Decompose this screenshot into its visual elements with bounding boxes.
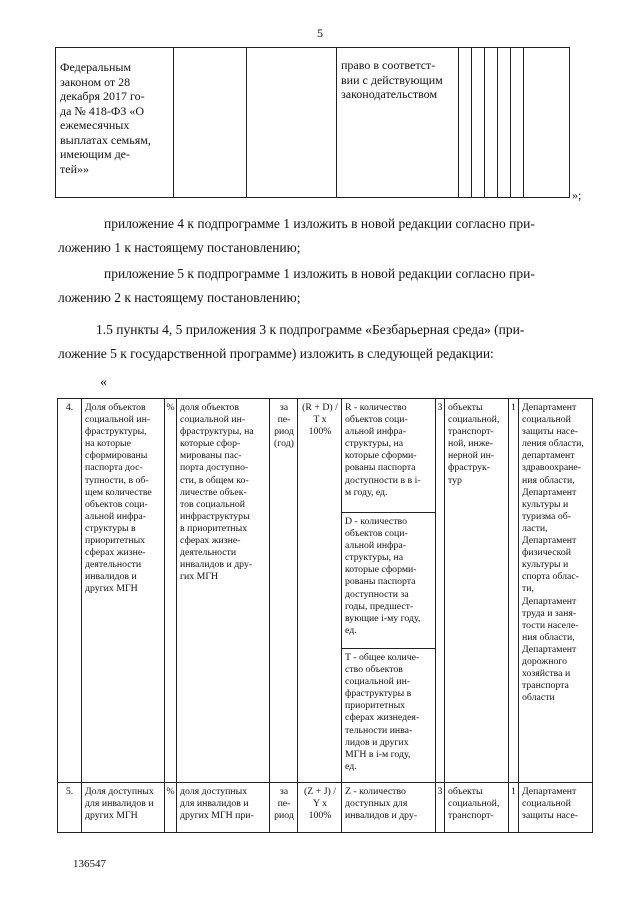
text-line: ласти, bbox=[522, 522, 548, 534]
text-line: T x 100% bbox=[308, 414, 332, 438]
code-cell: 1 bbox=[509, 783, 519, 833]
text-line: имеющим де- bbox=[60, 147, 130, 161]
paragraph-appendix-4 bbox=[58, 212, 598, 260]
unit-cell: % bbox=[165, 399, 177, 783]
text-line: здравоохране- bbox=[522, 462, 582, 474]
text-line: других МГН при- bbox=[180, 810, 254, 822]
text-line: D - количество bbox=[345, 516, 408, 527]
text-line: культуры и bbox=[522, 498, 569, 510]
text-line: рованы паспорта bbox=[345, 462, 416, 474]
text-line: которые сфор- bbox=[180, 438, 241, 450]
text-line: объектов соци- bbox=[85, 498, 148, 510]
text-line: тей»» bbox=[60, 161, 89, 176]
text-line: других МГН bbox=[85, 810, 138, 822]
text-line: Z - количество bbox=[345, 786, 406, 797]
continued-table bbox=[55, 47, 570, 198]
text-line: (R + D) / bbox=[302, 402, 338, 413]
text-line: которые сформи- bbox=[345, 564, 417, 576]
text-line: сферах жизне- bbox=[180, 535, 241, 547]
text-line: м году, ед. bbox=[345, 486, 388, 498]
empty-cell bbox=[174, 48, 247, 198]
text-line: доступности за bbox=[345, 588, 409, 600]
text-line: приоритетных bbox=[85, 535, 146, 547]
opening-quote: « bbox=[100, 375, 107, 390]
text-line: структуры, на bbox=[345, 552, 404, 564]
text-line: объекты bbox=[448, 786, 483, 797]
paragraph-line: ложению 1 к настоящему постановлению; bbox=[58, 240, 301, 255]
text-line: ед. bbox=[345, 760, 357, 772]
text-line: Департамент bbox=[522, 486, 577, 498]
text-line: пе- bbox=[277, 414, 291, 426]
text-line: департамент bbox=[522, 450, 575, 462]
formula-cell bbox=[298, 783, 342, 833]
text-line: рованы паспорта bbox=[345, 576, 416, 588]
text-line: на которые bbox=[85, 438, 131, 450]
table-row bbox=[58, 399, 593, 513]
text-line: ти, bbox=[522, 583, 534, 595]
text-line: МГН в i-м году, bbox=[345, 748, 411, 760]
text-line: выплатах семьям, bbox=[60, 132, 151, 147]
text-line: доступных для bbox=[345, 798, 408, 810]
text-line: альной инфра- bbox=[85, 510, 146, 522]
text-line: труда и заня- bbox=[522, 607, 577, 619]
text-line: сферах жизне- bbox=[85, 547, 146, 559]
objects-cell bbox=[445, 783, 509, 833]
text-line: ежемесячных bbox=[60, 118, 130, 132]
empty-cell bbox=[511, 48, 524, 198]
text-line: ления области, bbox=[522, 438, 584, 450]
text-line: хозяйства и bbox=[522, 668, 571, 680]
text-line: структуры, на bbox=[345, 438, 404, 450]
text-line: защиты насе- bbox=[522, 810, 578, 822]
text-line: да № 418-ФЗ «О bbox=[60, 103, 145, 118]
paragraph-appendix-5 bbox=[58, 262, 598, 310]
text-line: ния области, bbox=[522, 631, 575, 643]
text-line: инвалидов и дру- bbox=[345, 810, 418, 822]
text-line: Y x bbox=[312, 798, 328, 810]
text-line: транспорта bbox=[522, 680, 569, 692]
empty-cell bbox=[524, 48, 570, 198]
paragraph-line: ложению 2 к настоящему постановлению; bbox=[58, 290, 301, 305]
text-line: (год) bbox=[274, 438, 294, 450]
right-basis-cell bbox=[337, 48, 459, 198]
text-line: альной инфра- bbox=[345, 540, 406, 552]
unit-cell: % bbox=[165, 783, 177, 833]
closing-quote: »; bbox=[572, 188, 582, 202]
text-line: которые сформи- bbox=[345, 450, 417, 462]
text-line: фраструктуры, bbox=[85, 426, 147, 438]
text-line: риод bbox=[274, 426, 294, 438]
paragraph-line: ложение 5 к государственной программе) изложить в следующей редакции: bbox=[58, 346, 494, 361]
page-number: 5 bbox=[317, 26, 323, 40]
text-line: вии с действующим bbox=[341, 72, 443, 87]
empty-cell bbox=[485, 48, 498, 198]
text-line: социальной bbox=[522, 798, 571, 810]
objects-cell bbox=[445, 399, 509, 783]
text-line: для инвалидов и bbox=[85, 798, 154, 810]
text-line: социальной ин- bbox=[345, 676, 411, 688]
text-line: ед. bbox=[345, 624, 357, 636]
text-line: доступности в в i- bbox=[345, 474, 421, 486]
text-line: приоритетных bbox=[345, 700, 406, 712]
text-line: законодательством bbox=[341, 87, 438, 101]
text-line: вующие i-му году, bbox=[345, 612, 421, 624]
text-line: социальной, bbox=[448, 798, 500, 810]
code-cell: 1 bbox=[509, 399, 519, 783]
text-line: Департамент bbox=[522, 643, 577, 655]
text-line: транспорт- bbox=[448, 810, 494, 822]
text-line: ния области, bbox=[522, 474, 575, 486]
text-line: физической bbox=[522, 547, 571, 559]
text-line: объектов соци- bbox=[345, 414, 408, 426]
text-line: спорта облас- bbox=[522, 571, 579, 583]
text-line: (Z + J) / bbox=[304, 786, 336, 797]
law-reference-text bbox=[60, 60, 169, 176]
paragraph-line: 1.5 пункты 4, 5 приложения 3 к подпрограмме «Безбарьерная среда» (при- bbox=[96, 322, 525, 337]
text-line: альной инфра- bbox=[345, 426, 406, 438]
text-line: мированы пас- bbox=[180, 450, 242, 462]
empty-cell bbox=[247, 48, 337, 198]
paragraph-item-1-5 bbox=[58, 318, 598, 366]
variable-t bbox=[342, 649, 436, 783]
text-line: Департамент bbox=[522, 535, 577, 547]
text-line: тупности, в об- bbox=[85, 474, 149, 486]
text-line: сферах жизнедея- bbox=[345, 712, 420, 724]
text-line: деятельности bbox=[180, 547, 237, 559]
text-line: объектов соци- bbox=[345, 528, 408, 540]
text-line: тов социальной bbox=[180, 498, 246, 510]
right-basis-text bbox=[341, 58, 454, 102]
text-line: тости населе- bbox=[522, 619, 579, 631]
text-line: деятельности bbox=[85, 559, 142, 571]
text-line: социальной bbox=[522, 414, 571, 426]
indicator-name bbox=[82, 399, 165, 783]
text-line: инфраструктуры bbox=[180, 510, 250, 522]
text-line: дорожного bbox=[522, 655, 568, 667]
variable-z bbox=[342, 783, 436, 833]
period-cell bbox=[270, 783, 298, 833]
text-line: сформированы bbox=[85, 450, 148, 462]
empty-cell bbox=[498, 48, 511, 198]
text-line: порта доступно- bbox=[180, 462, 249, 474]
text-line: доля доступных bbox=[180, 786, 248, 797]
text-line: Федеральным bbox=[60, 60, 132, 74]
empty-cell bbox=[459, 48, 472, 198]
text-line: пе- bbox=[277, 798, 291, 810]
paragraph-line: приложение 4 к подпрограмме 1 изложить в новой редакции согласно при- bbox=[104, 216, 535, 231]
row-number: 4. bbox=[58, 399, 82, 783]
text-line: щем количестве bbox=[85, 486, 152, 498]
text-line: законом от 28 bbox=[60, 74, 131, 89]
text-line: за bbox=[279, 786, 289, 797]
text-line: Департамент bbox=[522, 402, 577, 413]
paragraph-line: приложение 5 к подпрограмме 1 изложить в новой редакции согласно при- bbox=[104, 266, 535, 281]
text-line: T - общее количе- bbox=[345, 652, 420, 663]
indicator-definition bbox=[177, 783, 270, 833]
responsible-cell bbox=[519, 399, 593, 783]
text-line: паспорта дос- bbox=[85, 462, 143, 474]
text-line: защиты насе- bbox=[522, 426, 578, 438]
text-line: Департамент bbox=[522, 595, 577, 607]
text-line: культуры и bbox=[522, 559, 569, 571]
row-number: 5. bbox=[58, 783, 82, 833]
text-line: объекты bbox=[448, 402, 483, 413]
text-line: социальной ин- bbox=[85, 414, 151, 426]
text-line: инвалидов и bbox=[85, 571, 137, 583]
text-line: фраструктуры, на bbox=[180, 426, 254, 438]
text-line: туризма об- bbox=[522, 510, 571, 522]
text-line: структуры в bbox=[85, 522, 136, 534]
law-reference-cell bbox=[56, 48, 174, 198]
text-line: сти, в общем ко- bbox=[180, 474, 249, 486]
text-line: области bbox=[522, 692, 555, 704]
indicator-definition bbox=[177, 399, 270, 783]
text-line: для инвалидов и bbox=[180, 798, 249, 810]
text-line: других МГН bbox=[85, 583, 138, 595]
text-line: нерной ин- bbox=[448, 450, 495, 462]
text-line: годы, предшест- bbox=[345, 600, 414, 612]
text-line: риод bbox=[274, 810, 294, 822]
text-line: Доля доступных bbox=[85, 786, 154, 797]
table-row bbox=[58, 783, 593, 833]
text-line: социальной, bbox=[448, 414, 500, 426]
text-line: в приоритетных bbox=[180, 522, 248, 534]
text-line: за bbox=[279, 402, 289, 413]
empty-cell bbox=[472, 48, 485, 198]
text-line: право в соответст- bbox=[341, 58, 436, 72]
formula-cell bbox=[298, 399, 342, 783]
text-line: социальной ин- bbox=[180, 414, 246, 426]
text-line: ной, инже- bbox=[448, 438, 494, 450]
code-cell: 3 bbox=[436, 783, 445, 833]
text-line: Доля объектов bbox=[85, 402, 146, 413]
text-line: транспорт- bbox=[448, 426, 494, 438]
code-cell: 3 bbox=[436, 399, 445, 783]
text-line: доля объектов bbox=[180, 402, 239, 413]
indicator-name bbox=[82, 783, 165, 833]
text-line: ство объектов bbox=[345, 664, 403, 676]
text-line: декабря 2017 го- bbox=[60, 89, 145, 103]
responsible-cell bbox=[519, 783, 593, 833]
period-cell bbox=[270, 399, 298, 783]
text-line: тур bbox=[448, 474, 462, 486]
variable-d bbox=[342, 513, 436, 649]
indicators-table bbox=[57, 398, 593, 833]
text-line: инвалидов и дру- bbox=[180, 559, 253, 571]
text-line: R - количество bbox=[345, 402, 407, 413]
text-line: 100% bbox=[308, 810, 332, 822]
text-line: личестве объек- bbox=[180, 486, 247, 498]
variable-r bbox=[342, 399, 436, 513]
text-line: лидов и других bbox=[345, 736, 409, 748]
text-line: фраструк- bbox=[448, 462, 491, 474]
text-line: тельности инва- bbox=[345, 724, 413, 736]
text-line: Департамент bbox=[522, 786, 577, 797]
text-line: фраструктуры в bbox=[345, 688, 412, 700]
text-line: гих МГН bbox=[180, 571, 219, 583]
document-code: 136547 bbox=[73, 858, 106, 870]
